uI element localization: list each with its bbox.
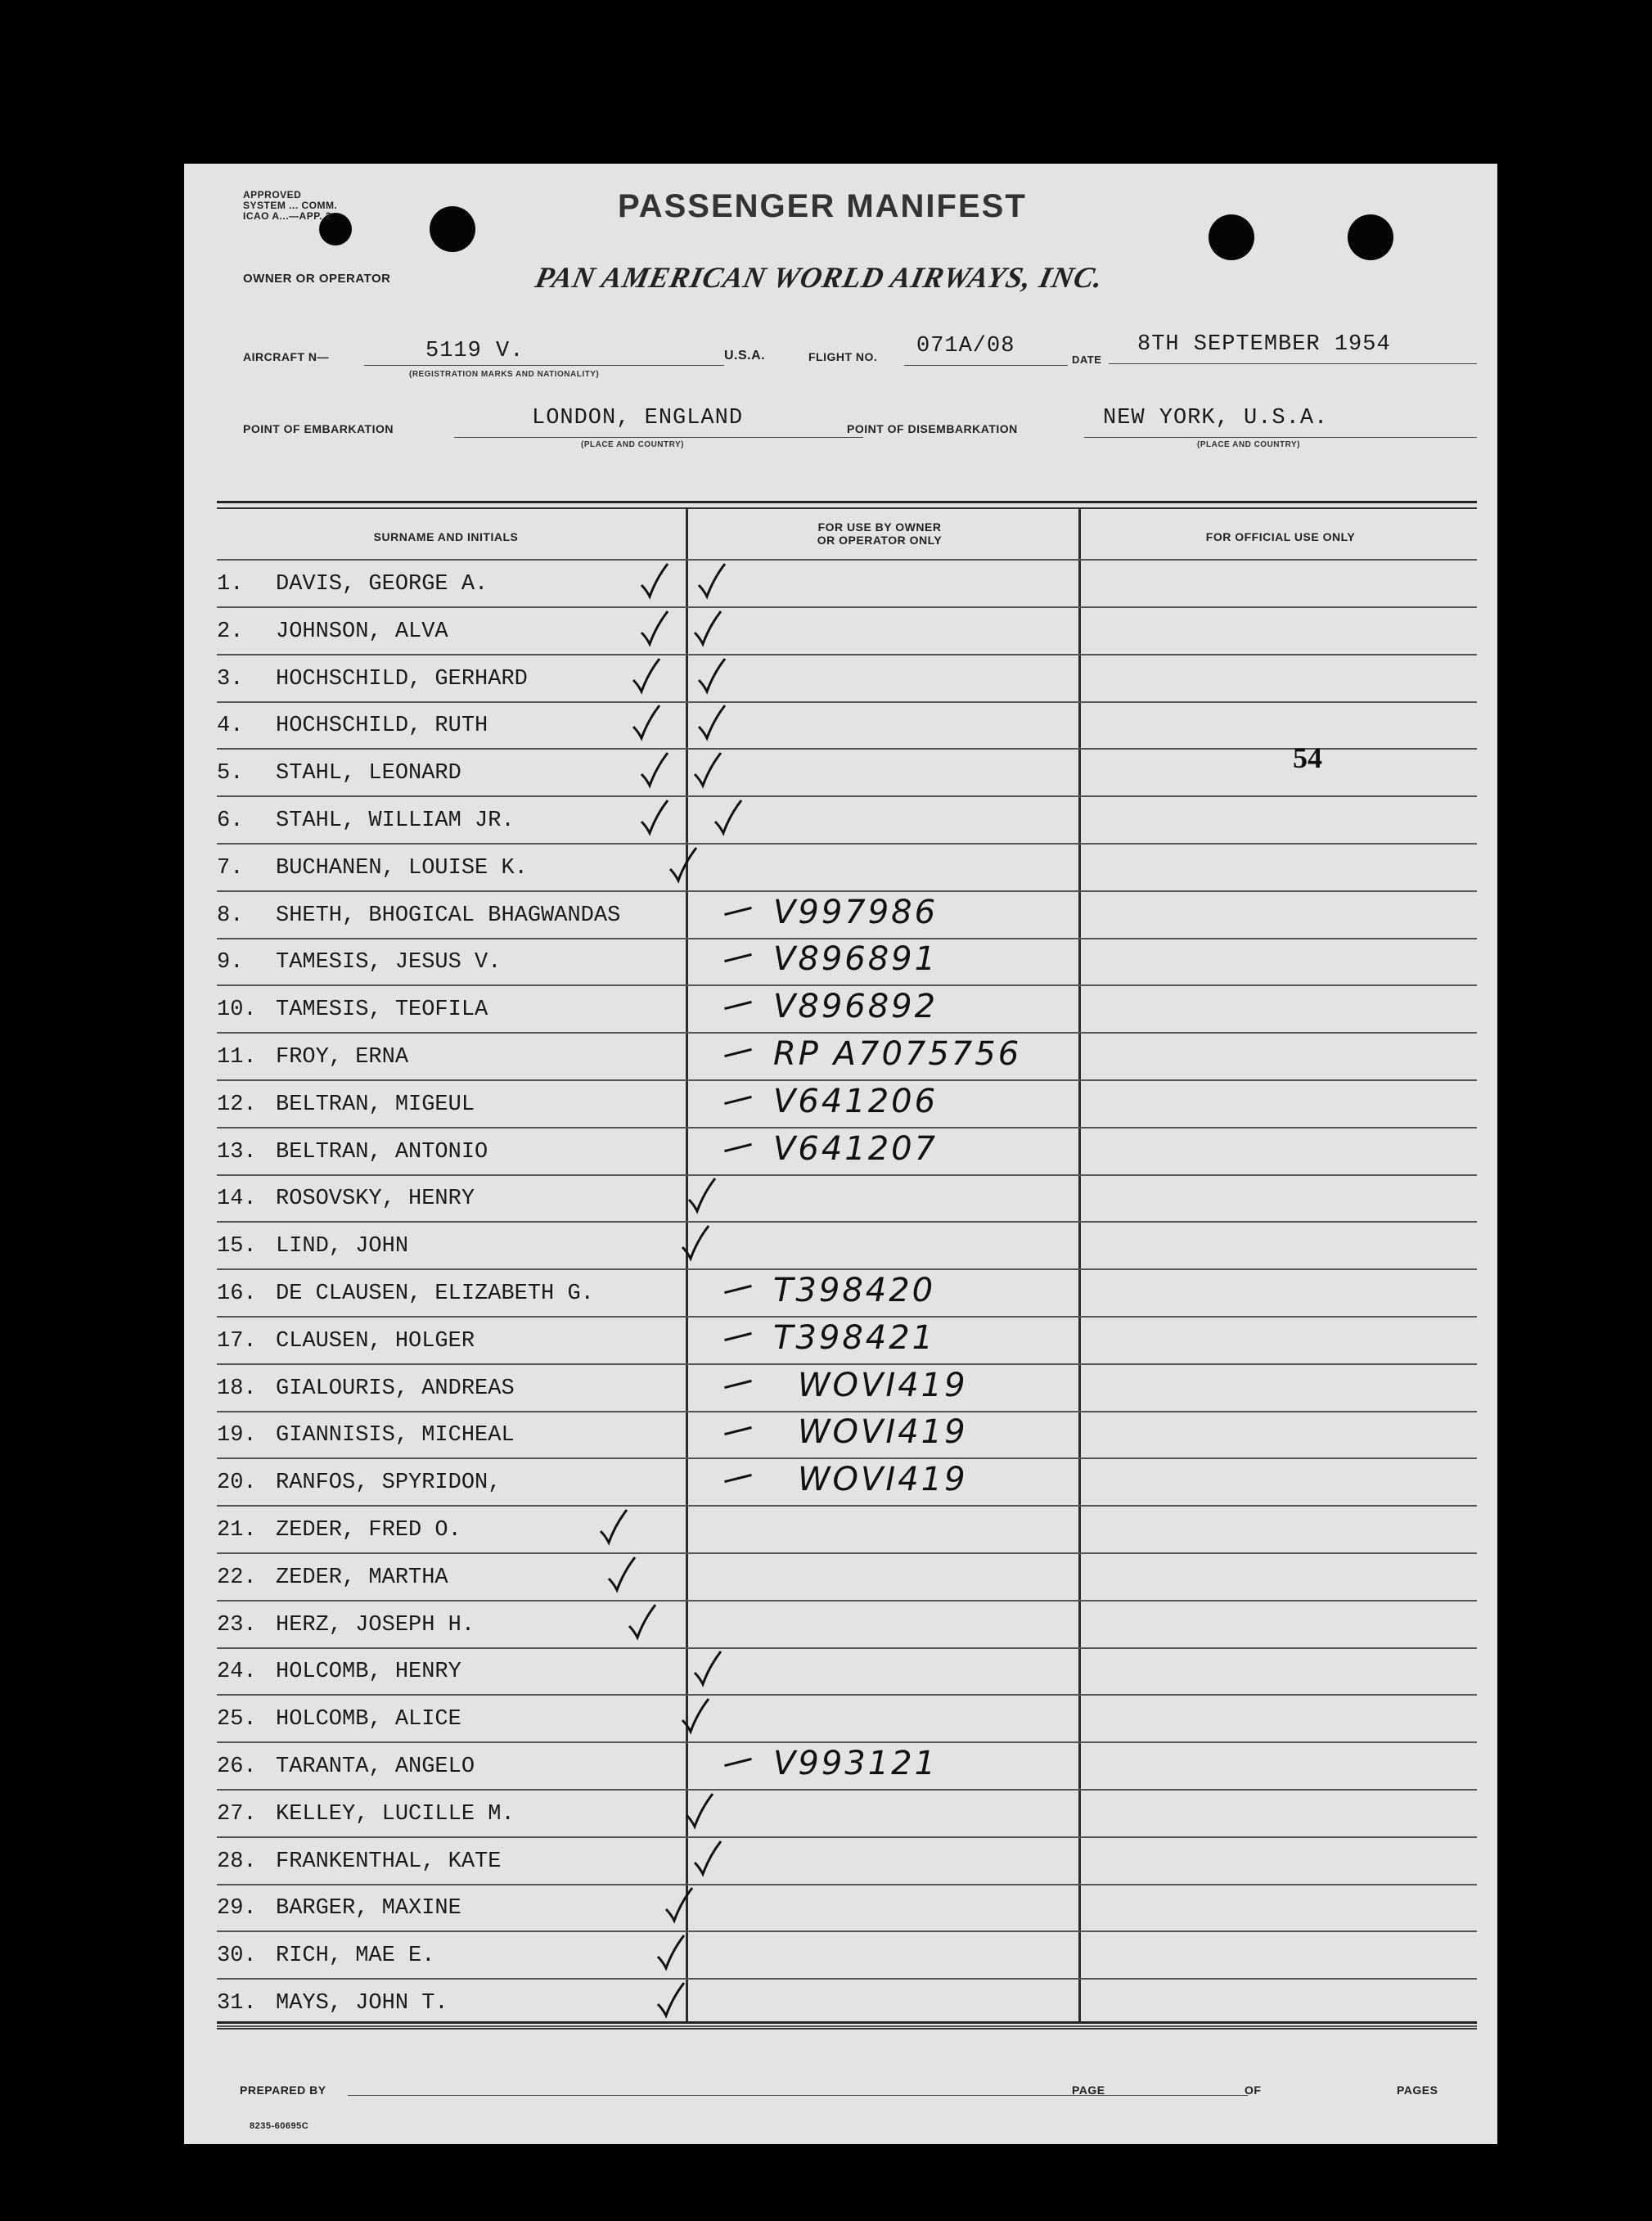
check-mark-icon <box>605 1554 637 1595</box>
passport-number: RP A7075756 <box>773 1035 1022 1073</box>
punch-hole-right-2 <box>1348 214 1393 260</box>
note-dash-mark <box>724 1332 752 1341</box>
table-top-rule-2 <box>217 507 1477 509</box>
check-mark-icon <box>712 797 743 838</box>
row-number: 22. <box>217 1565 257 1590</box>
official-mark: 54 <box>1293 741 1322 774</box>
row-number: 5. <box>217 761 244 786</box>
note-dash-mark <box>724 1001 752 1010</box>
note-dash-mark <box>724 1758 752 1767</box>
row-number: 20. <box>217 1471 257 1496</box>
passenger-name: ROSOVSKY, HENRY <box>276 1187 475 1212</box>
table-row <box>217 750 1477 797</box>
table-row <box>217 1365 1477 1412</box>
owner-label: OWNER OR OPERATOR <box>243 272 391 286</box>
embarkation-value: LONDON, ENGLAND <box>532 406 744 430</box>
check-mark-icon <box>597 1507 628 1547</box>
usa-label: U.S.A. <box>724 349 766 363</box>
row-number: 27. <box>217 1801 257 1827</box>
disembark-label: POINT OF DISEMBARKATION <box>847 422 1018 435</box>
column-header-owner-text: FOR USE BY OWNER OR OPERATOR ONLY <box>817 520 943 547</box>
flight-label: FLIGHT NO. <box>808 350 878 363</box>
table-row <box>217 608 1477 655</box>
table-row <box>217 939 1477 986</box>
row-number: 25. <box>217 1707 257 1732</box>
table-row <box>217 1648 1477 1696</box>
check-mark-icon <box>667 845 698 885</box>
note-dash-mark <box>724 907 752 916</box>
row-number: 12. <box>217 1092 257 1117</box>
table-row <box>217 1034 1477 1081</box>
disembarkation-value: NEW YORK, U.S.A. <box>1103 406 1329 430</box>
check-mark-icon <box>691 608 722 649</box>
note-dash-mark <box>724 1426 752 1435</box>
table-row <box>217 1838 1477 1885</box>
row-number: 14. <box>217 1187 257 1212</box>
table-row <box>217 1743 1477 1791</box>
approval-stamp <box>243 190 337 222</box>
check-mark-icon <box>630 702 661 743</box>
table-row <box>217 1885 1477 1932</box>
embark-label: POINT OF EMBARKATION <box>243 422 394 435</box>
passenger-name: TAMESIS, TEOFILA <box>276 998 488 1023</box>
table-row <box>217 1507 1477 1554</box>
check-mark-icon <box>638 797 669 838</box>
table-row <box>217 1318 1477 1365</box>
passenger-name: HERZ, JOSEPH H. <box>276 1612 475 1638</box>
passenger-name: DAVIS, GEORGE A. <box>276 572 488 597</box>
prepared-underline <box>348 2095 1248 2096</box>
table-row <box>217 1175 1477 1223</box>
row-number: 31. <box>217 1991 257 2016</box>
embark-sublabel: (PLACE AND COUNTRY) <box>581 440 684 449</box>
passenger-name: HOLCOMB, HENRY <box>276 1660 461 1685</box>
approval-line: APPROVED <box>243 189 302 200</box>
table-row <box>217 1223 1477 1270</box>
table-row <box>217 1980 1477 2027</box>
row-number: 9. <box>217 950 244 975</box>
check-mark-icon <box>630 655 661 696</box>
check-mark-icon <box>691 1648 722 1689</box>
passenger-name: FROY, ERNA <box>276 1045 409 1070</box>
passenger-name: HOCHSCHILD, GERHARD <box>276 666 528 692</box>
note-dash-mark <box>724 1474 752 1483</box>
row-number: 24. <box>217 1660 257 1685</box>
check-mark-icon <box>679 1696 710 1737</box>
passport-number: V896891 <box>773 940 939 979</box>
row-number: 7. <box>217 855 244 881</box>
passport-number: V896892 <box>773 988 939 1026</box>
row-number: 15. <box>217 1234 257 1259</box>
date-label: DATE <box>1072 354 1102 366</box>
passenger-name: RICH, MAE E. <box>276 1944 435 1969</box>
passport-number: WOVI419 <box>798 1413 968 1452</box>
check-mark-icon <box>695 702 727 743</box>
passenger-name: HOLCOMB, ALICE <box>276 1707 461 1732</box>
table-row <box>217 1081 1477 1129</box>
disembark-sublabel: (PLACE AND COUNTRY) <box>1197 440 1300 449</box>
row-number: 3. <box>217 666 244 692</box>
passenger-name: STAHL, WILLIAM JR. <box>276 809 515 833</box>
pages-label: PAGES <box>1397 2084 1438 2097</box>
row-number: 16. <box>217 1282 257 1306</box>
passenger-name: KELLEY, LUCILLE M. <box>276 1801 515 1827</box>
passenger-name: MAYS, JOHN T. <box>276 1991 448 2016</box>
passenger-name: HOCHSCHILD, RUTH <box>276 714 488 739</box>
table-row <box>217 1270 1477 1318</box>
approval-line: SYSTEM ... COMM. <box>243 200 338 211</box>
row-number: 28. <box>217 1849 257 1874</box>
check-mark-icon <box>691 750 722 791</box>
aircraft-sublabel: (REGISTRATION MARKS AND NATIONALITY) <box>409 370 600 379</box>
check-mark-icon <box>663 1885 694 1926</box>
passport-number: WOVI419 <box>798 1366 968 1404</box>
row-number: 13. <box>217 1139 257 1165</box>
check-mark-icon <box>638 561 669 601</box>
table-row <box>217 1932 1477 1980</box>
passenger-name: TAMESIS, JESUS V. <box>276 950 502 975</box>
column-header-names: SURNAME AND INITIALS <box>373 530 519 543</box>
punch-hole-right-1 <box>1209 214 1254 260</box>
passport-number: WOVI419 <box>798 1461 968 1499</box>
passenger-name: SHETH, BHOGICAL BHAGWANDAS <box>276 903 621 928</box>
check-mark-icon <box>691 1838 722 1879</box>
table-row <box>217 845 1477 892</box>
table-row <box>217 1602 1477 1649</box>
passport-number: T398420 <box>773 1272 936 1309</box>
note-dash-mark <box>724 1096 752 1105</box>
note-dash-mark <box>724 953 752 962</box>
page-title: PASSENGER MANIFEST <box>618 188 1027 224</box>
passenger-name: BARGER, MAXINE <box>276 1896 461 1921</box>
row-number: 1. <box>217 572 244 597</box>
row-number: 11. <box>217 1045 257 1070</box>
passport-number: T398421 <box>773 1318 936 1357</box>
passenger-name: GIANNISIS, MICHEAL <box>276 1423 515 1448</box>
passenger-name: JOHNSON, ALVA <box>276 619 448 644</box>
table-row <box>217 986 1477 1034</box>
manifest-page <box>184 164 1497 2144</box>
table-row <box>217 892 1477 939</box>
of-label: OF <box>1245 2084 1262 2097</box>
passenger-name: LIND, JOHN <box>276 1234 409 1259</box>
punch-hole-left <box>430 206 475 252</box>
passenger-name: ZEDER, FRED O. <box>276 1518 461 1543</box>
row-number: 21. <box>217 1518 257 1543</box>
table-row <box>217 1129 1477 1176</box>
aircraft-underline <box>364 365 724 366</box>
row-number: 6. <box>217 809 244 833</box>
prepared-label: PREPARED BY <box>240 2084 326 2097</box>
passenger-name: BUCHANEN, LOUISE K. <box>276 855 528 881</box>
aircraft-label: AIRCRAFT N— <box>243 350 330 363</box>
note-dash-mark <box>724 1380 752 1389</box>
form-number: 8235-60695C <box>250 2121 309 2131</box>
row-number: 17. <box>217 1328 257 1354</box>
note-dash-mark <box>724 1285 752 1294</box>
passport-number: V997986 <box>773 893 939 931</box>
column-header-official: FOR OFFICIAL USE ONLY <box>1205 530 1356 543</box>
row-number: 23. <box>217 1612 257 1638</box>
check-mark-icon <box>655 1932 686 1973</box>
table-row <box>217 655 1477 703</box>
flight-date: 8TH SEPTEMBER 1954 <box>1137 332 1391 357</box>
passport-number: V641207 <box>773 1129 939 1168</box>
row-number: 8. <box>217 903 244 928</box>
row-number: 4. <box>217 714 244 739</box>
row-number: 26. <box>217 1755 257 1779</box>
check-mark-icon <box>638 608 669 649</box>
passport-number: V993121 <box>773 1745 939 1782</box>
approval-line: ICAO A...—APP. 2 <box>243 210 332 222</box>
passenger-name: CLAUSEN, HOLGER <box>276 1328 475 1354</box>
note-dash-mark <box>724 1048 752 1057</box>
disembark-underline <box>1084 437 1477 438</box>
check-mark-icon <box>655 1980 686 2021</box>
check-mark-icon <box>683 1791 714 1831</box>
table-row <box>217 797 1477 845</box>
passenger-name: ZEDER, MARTHA <box>276 1565 448 1590</box>
check-mark-icon <box>695 561 727 601</box>
passenger-name: TARANTA, ANGELO <box>276 1755 475 1779</box>
table-row <box>217 1791 1477 1838</box>
table-row <box>217 561 1477 608</box>
row-number: 10. <box>217 998 257 1023</box>
note-dash-mark <box>724 1143 752 1152</box>
row-number: 30. <box>217 1944 257 1969</box>
passenger-name: FRANKENTHAL, KATE <box>276 1849 502 1874</box>
passenger-name: STAHL, LEONARD <box>276 761 461 786</box>
table-row <box>217 1696 1477 1743</box>
row-number: 29. <box>217 1896 257 1921</box>
table-row <box>217 702 1477 750</box>
flight-underline <box>904 365 1068 366</box>
table-bottom-rule <box>217 2021 1477 2024</box>
passenger-name: BELTRAN, ANTONIO <box>276 1139 488 1165</box>
page-label: PAGE <box>1072 2084 1105 2097</box>
check-mark-icon <box>686 1175 717 1216</box>
check-mark-icon <box>695 655 727 696</box>
check-mark-icon <box>626 1602 657 1642</box>
company-name: PAN AMERICAN WORLD AIRWAYS, INC. <box>532 261 1107 294</box>
row-rule <box>217 2025 1477 2027</box>
row-number: 18. <box>217 1376 257 1401</box>
passenger-name: GIALOURIS, ANDREAS <box>276 1376 515 1401</box>
table-bottom-rule-2 <box>217 2028 1477 2030</box>
check-mark-icon <box>679 1223 710 1264</box>
date-underline <box>1109 363 1477 364</box>
passport-number: V641206 <box>773 1082 939 1120</box>
passenger-name: DE CLAUSEN, ELIZABETH G. <box>276 1282 594 1306</box>
table-top-rule <box>217 501 1477 503</box>
passenger-name: BELTRAN, MIGEUL <box>276 1092 475 1117</box>
embark-underline <box>454 437 863 438</box>
passenger-name: RANFOS, SPYRIDON, <box>276 1471 502 1496</box>
aircraft-value: 5119 V. <box>425 339 524 363</box>
flight-number: 071A/08 <box>916 334 1015 358</box>
table-row <box>217 1412 1477 1459</box>
table-row <box>217 1554 1477 1602</box>
column-header-owner <box>708 520 1051 547</box>
row-number: 2. <box>217 619 244 644</box>
table-row <box>217 1459 1477 1507</box>
check-mark-icon <box>638 750 669 791</box>
row-number: 19. <box>217 1423 257 1448</box>
